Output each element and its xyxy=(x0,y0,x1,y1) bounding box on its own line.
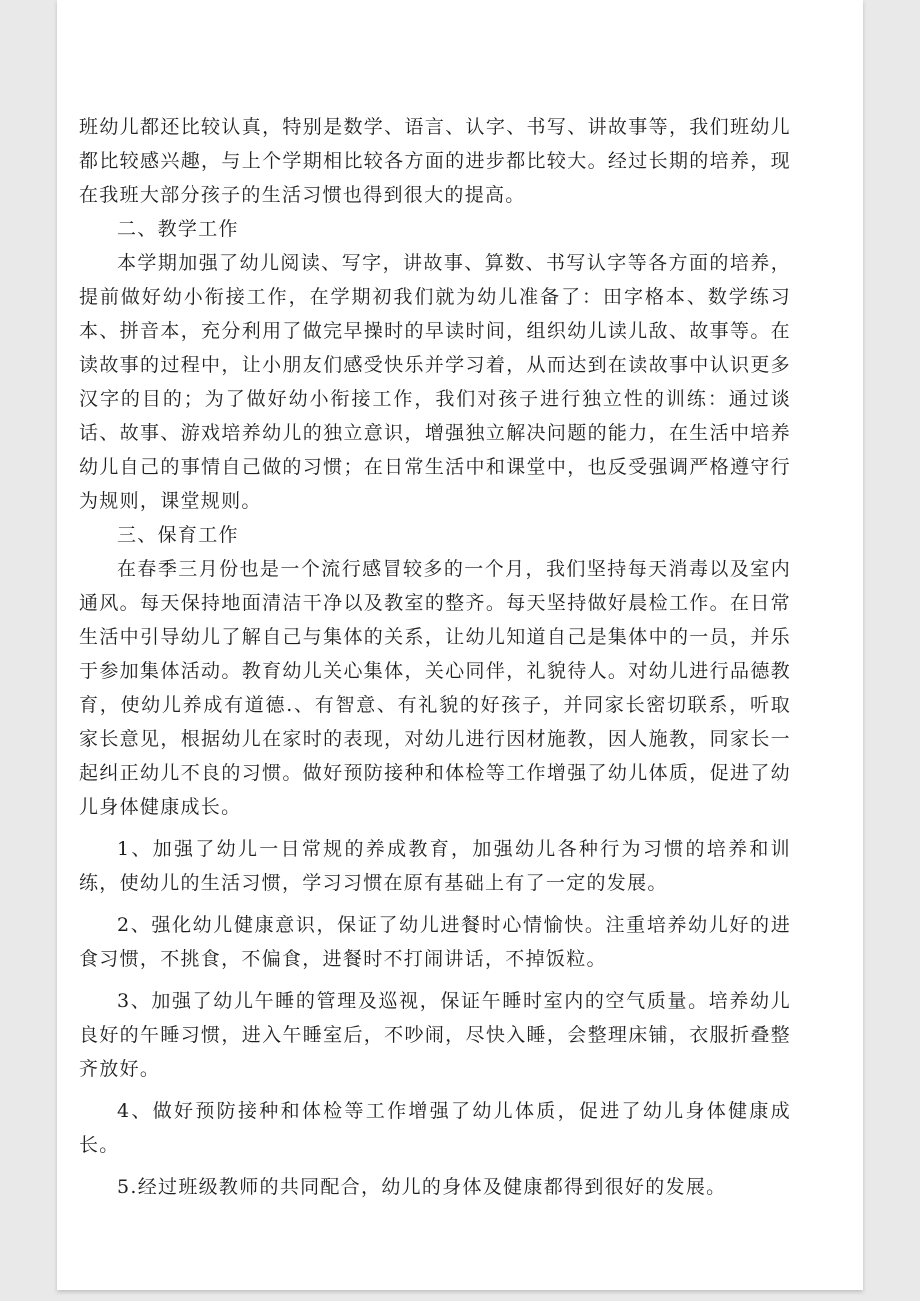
list-item-2: 2、强化幼儿健康意识，保证了幼儿进餐时心情愉快。注重培养幼儿好的进食习惯，不挑食，不偏食，进餐时不打闹讲话，不掉饭粒。 xyxy=(79,914,791,970)
list-item-5: 5.经过班级教师的共同配合，幼儿的身体及健康都得到很好的发展。 xyxy=(117,1176,727,1198)
document-body xyxy=(79,110,791,1204)
section-heading-teaching: 二、教学工作 xyxy=(117,218,239,240)
section-heading-care: 三、保育工作 xyxy=(117,524,239,546)
list-item-3: 3、加强了幼儿午睡的管理及巡视，保证午睡时室内的空气质量。培养幼儿良好的午睡习惯，进入午睡室后，不吵闹，尽快入睡，会整理床铺，衣服折叠整齐放好。 xyxy=(79,990,791,1080)
paragraph-care: 在春季三月份也是一个流行感冒较多的一个月，我们坚持每天消毒以及室内通风。每天保持地面清洁干净以及教室的整齐。每天坚持做好晨检工作。在日常生活中引导幼儿了解自己与集体的关系，让幼儿知道自己是集体中的一员，并乐于参加集体活动。教育幼儿关心集体，关心同伴，礼貌待人。对幼儿进行品德教育，使幼儿养成有道德.、有智意、有礼貌的好孩子，并同家长密切联系，听取家长意见，根据幼儿在家时的表现，对幼儿进行因材施教，因人施教，同家长一起纠正幼儿不良的习惯。做好预防接种和体检等工作增强了幼儿体质，促进了幼儿身体健康成长。 xyxy=(79,558,791,818)
list-item-4: 4、做好预防接种和体检等工作增强了幼儿体质，促进了幼儿身体健康成长。 xyxy=(79,1100,791,1156)
paragraph-intro: 班幼儿都还比较认真，特别是数学、语言、认字、书写、讲故事等，我们班幼儿都比较感兴趣，与上个学期相比较各方面的进步都比较大。经过长期的培养，现在我班大部分孩子的生活习惯也得到很大的提高。 xyxy=(79,116,791,206)
paragraph-teaching: 本学期加强了幼儿阅读、写字，讲故事、算数、书写认字等各方面的培养，提前做好幼小衔接工作，在学期初我们就为幼儿准备了：田字格本、数学练习本、拼音本，充分利用了做完早操时的早读时间，组织幼儿读儿敌、故事等。在读故事的过程中，让小朋友们感受快乐并学习着，从而达到在读故事中认识更多汉字的目的；为了做好幼小衔接工作，我们对孩子进行独立性的训练：通过谈话、故事、游戏培养幼儿的独立意识，增强独立解决问题的能力，在生活中培养幼儿自己的事情自己做的习惯；在日常生活中和课堂中，也反受强调严格遵守行为规则，课堂规则。 xyxy=(79,252,791,512)
list-item-1: 1、加强了幼儿一日常规的养成教育，加强幼儿各种行为习惯的培养和训练，使幼儿的生活习惯，学习习惯在原有基础上有了一定的发展。 xyxy=(79,838,791,894)
